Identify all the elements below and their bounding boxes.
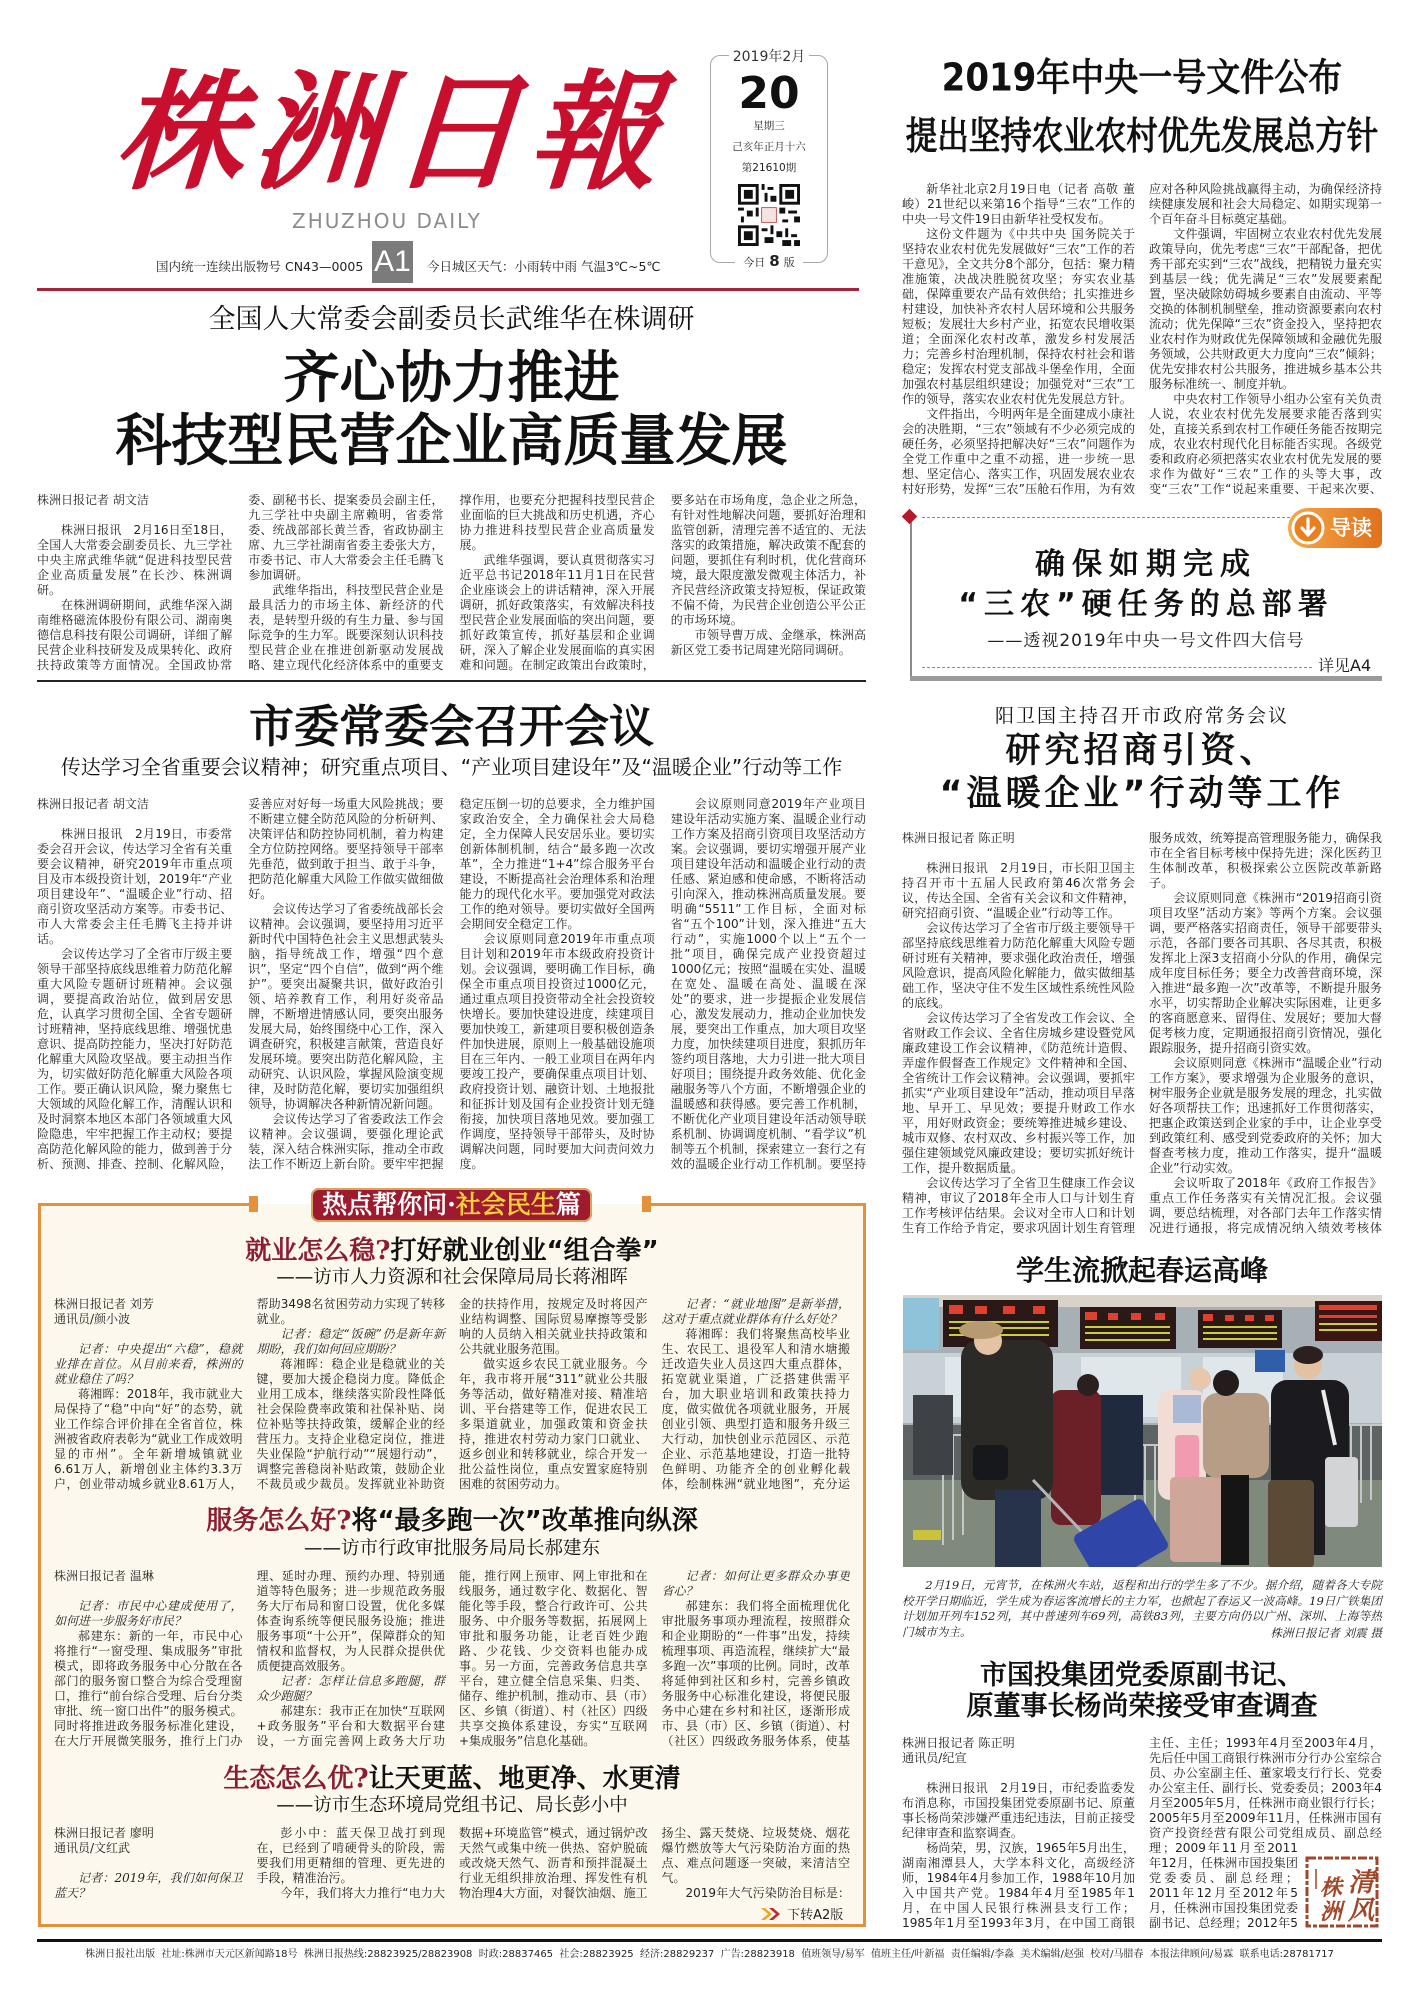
paragraph-continued: 主任、主任；1993年4月至2003年4月，先后任中国工商银行株洲市分行办公室综合员、办公室副主任、董家塅支行行长、党委办公室主任、副行长、党委委员；2003年4月至2005年5月，任株洲市商业银行行长；2005年5月至2009年11月，任株洲市国有资产投资经营有限公司党组成员、副总经理；2009年11月至2011年12月，任株洲市国投集团党委委员、副总经理；2011年12月至2012年5月，任株洲市国投集团党委副书记、总经理；2012年5 [1149, 1736, 1382, 1930]
footer-rule [37, 1939, 1382, 1942]
guide-see-page-link[interactable]: 详见A4 [1318, 656, 1372, 675]
guide-headline-line1: 确保如期完成 [1035, 547, 1257, 582]
paragraph: 会议传达学习了全省卫生健康工作会议精神，审议了2018年全市人口与计划生育工作考核评估结果。会议对全市人口和计划生育工作给予肯定，要求巩固计划生育管理服务成效，统筹提高管理服务能力，确保我市在全省目标考核中保持先进；深化医药卫生体制改革，积极探索公立医院改革新路子。 [902, 831, 1382, 1235]
footer-imprint: 株洲日报社出版 社址:株洲市天元区新闻路18号 株洲日报热线:28823925/28823908 时政:28837465 社会:28823925 经济:28829237 广告:28823918 值班领导/易军 值班主任/叶新福 责任编辑/李淼 美术编辑/赵强 校对/马腊春 本报法律顾问/易霖 联系电话:28781717 [85, 1949, 1334, 1960]
svg-text:风: 风 [1348, 1896, 1375, 1926]
services-subhead: ——访市行政审批服务局局长郝建东 [303, 1538, 600, 1559]
paragraph: 株洲日报讯 2月16日至18日，全国人大常委会副委员长、九三学社中央主席武维华就“促进科技型民营企业高质量发展”在长沙、株洲调研。 [37, 523, 233, 597]
page-number-badge: A1 [372, 241, 413, 283]
paragraph: 杨尚荣，男，汉族，1965年5月出生，湖南湘潭县人，大学本科文化，高级经济师，1984年4月参加工作，1988年10月加入中国共产党。1984年4月至1985年1月，在中国人民银行株洲县支行工作；1985年1月至1993年3月，在中国工商银 [902, 1841, 1135, 1930]
section-divider [37, 680, 866, 682]
paragraph: 会议原则同意2019年市重点项目计划和2019年市本级政府投资计划。会议强调，要明确工作目标，确保全市重点项目投资过1000亿元，通过重点项目投资带动全社会投资较快增长。要加快建设进度，续建项目要加快竣工，新建项目要积极创造条件加快进展，原则上一般基础设施项目在三年内、一般工业项目在两年内要竣工投产，要确保重点项目计划、政府投资计划、融资计划、土地报批和征拆计划及国有企业投资计划无缝衔接，加快项目落地见效。要加强工作调度，坚持领导干部带头，及时协调解决问题，同时要加大问责问效力度。 [459, 932, 655, 1171]
byline: 株洲日报记者 温琳 [54, 1569, 154, 1583]
date-year-month-wrap [711, 46, 827, 66]
photo-person-plaid-coat [1203, 1393, 1269, 1478]
pages-suffix: 版 [780, 256, 799, 269]
guide-tag [1288, 508, 1382, 548]
answer-paragraph: 彭小中：蓝天保卫战打到现在，已经到了啃硬骨头的阶段，需要我们用更精细的管理、更先进的手段，精准治污。 [256, 1826, 445, 1885]
guotou-headline-line2: 原董事长杨尚荣接受审查调查 [966, 1691, 1318, 1722]
answer-paragraph: 蒋湘晖：稳企业是稳就业的关键，要加大援企稳岗力度。降低企业用工成本，继续落实阶段性降低社会保险费率政策和社保补贴、岗位补贴等扶持政策，缓解企业的经营压力。支持企业稳定岗位，推进失业保险“护航行动”“展翅行动”，调整完善稳岗补贴政策，鼓励企业不裁员或少裁员。发挥就业补助资金的扶持作用，按规定及时将因产业结构调整、国际贸易摩擦等受影响的人员纳入相关就业扶持政策和公共就业服务范围。 [256, 1297, 648, 1491]
weather-info: 今日城区天气：小雨转中雨 气温3℃~5℃ [427, 259, 661, 274]
paragraph: 武维华强调，要认真贯彻落实习近平总书记2018年11月1日在民营企业座谈会上的讲话精神，深入开展调研，抓好政策落实，有效解决科技型民营企业发展面临的突出问题，要抓好政策宣传，抓好基层和企业调研，深入了解企业发展面临的真实困难和问题。在制定政策出台政策时，要多站在市场角度，急企业之所急，有针对性地解决问题，要抓好治理和监管创新，清理完善不适宜的、无法落实的政策措施，解决政策不配套的问题，要抓住有利时机，优化营商环境，最大限度激发微观主体活力，补齐民营经济政策支持短板，保证政策不偏不倚，为民营企业创造公平公正的市场环境。 [459, 493, 866, 672]
down-arrow-circle-icon [1291, 511, 1325, 545]
diamond-icon [902, 509, 918, 525]
lead-headline-line2: 科技型民营企业高质量发展 [115, 409, 788, 474]
ecology-question: 生态怎么优? [223, 1764, 369, 1794]
ecology-headline [38, 1764, 866, 1794]
photo-person-head [1189, 1368, 1211, 1390]
paragraph: 会议传达学习了全省市厅级主要领导干部坚持底线思维着力防范化解重大风险专题研讨班有关精神，要求强化政治责任，增强风险意识，提高风险化解能力，做实做细基础工作，坚决守住不发生区域性系统性风险的底线。 [902, 921, 1135, 1010]
employment-subhead: ——访市人力资源和社会保障局局长蒋湘晖 [276, 1267, 628, 1288]
guide-bottom-bar [910, 676, 1382, 681]
photo-credit: 株洲日报记者 刘震 摄 [1270, 1626, 1382, 1640]
photo-poster [903, 1298, 939, 1350]
byline: 通讯员/颜小波 [54, 1312, 131, 1326]
seal-logo [1304, 1855, 1380, 1929]
photo-person-hair [1213, 1370, 1239, 1396]
reporter-question: 记者：中央提出“六稳”，稳就业排在首位。从目前来看，株洲的就业稳住了吗？ [54, 1342, 243, 1386]
photo-person-head [1077, 1374, 1099, 1396]
byline: 株洲日报记者 刘芳 [54, 1297, 154, 1311]
answer-paragraph: 今年，我们将大力推行“电力大数据+环境监管”模式，通过锅炉改天然气或集中统一供热、窑炉脱硫或改烧天然气、沥青和预拌混凝土行业无组织排放治理、挥发性有机物治理4大方面，对餐饮油烟、施工扬尘、露天焚烧、垃圾焚烧、烟花爆竹燃放等大气污染防治方面的热点、难点问题逐一突破，来清洁空气。 [280, 1826, 850, 1900]
photo-caption: 2月19日，元宵节，在株洲火车站，返程和出行的学生多了不少。据介绍，随着各大专院校开学日期临近，学生成为春运客流增长的主力军，也掀起了春运又一波高峰。19日广铁集团计划加开列车152列，其中普速列车69列，高铁83列，主要方向仍以广州、深圳、上海等热门城市为主。 [902, 1578, 1382, 1639]
paragraph: 会议原则同意2019年产业项目建设年活动实施方案、温暖企业行动工作方案及招商引资项目攻坚活动方案。会议强调，要切实增强开展产业项目建设年活动和温暖企业行动的责任感、紧迫感和使命感，不断将活动引向深入，推动株洲高质量发展。要明确“5511”工作目标，全面对标省“五个100”计划，深入推进“五大行动”，实施1000个以上“五个一批”项目，确保完成产业投资超过1000亿元；按照“温暖在实处、温暖在宽处、温暖在高处、温暖在深处”的要求，进一步提振企业发展信心，激发发展动力，推动企业加快发展，要突出工作重点，加大项目攻坚力度，加快续建项目进度，狠抓历年签约项目落地，大力引进一批大项目好项目；围绕提升政务效能、优化金融服务等八个方面，不断增强企业的温暖感和获得感。要完善工作机制，不断优化产业项目建设年活动领导联系机制、协调调度机制、“看学议”机制等五个机制，探索建立一套行之有效的温暖企业行动工作机制。要坚持 [670, 797, 866, 1171]
frame-top-line-left [38, 1203, 252, 1206]
svg-text:株: 株 [1320, 1875, 1343, 1901]
byline: 通讯员/文红武 [54, 1841, 131, 1855]
paragraph: 市领导曹万成、金继承，株洲高新区党工委书记周建光陪同调研。 [670, 628, 866, 657]
photo-person-walker-cap [959, 1321, 1003, 1339]
photo-person-background [913, 1395, 953, 1475]
guotou-column-1 [902, 1736, 1135, 1931]
mayor-headline-line2: “温暖企业”行动等工作 [939, 774, 1345, 814]
answer-paragraph: 做实返乡农民工就业服务。今年，我市将开展“311”就业公共服务等活动，做好精准对接、精准培训、平台搭建等工作，促进农民工多渠道就业，加强政策和资金扶持，推进农村劳动力家门口就业、返乡创业和转移就业，综合开发一批公益性岗位，重点安置家庭特别困难的贫困劳动力。 [459, 1357, 648, 1491]
paragraph: 株洲日报讯 2月19日，市纪委监委发布消息称，市国投集团党委原副书记、原董事长杨尚荣涉嫌严重违纪违法，目前正接受纪律审查和监察调查。 [902, 1781, 1135, 1840]
pages-prefix: 今日 [739, 256, 769, 269]
paragraph: 文件指出，今明两年是全面建成小康社会的决胜期，“三农”领域有不少必须完成的硬任务，必须坚持把解决好“三农”问题作为全党工作重中之重不动摇，进一步统一思想、坚定信心、落实工作，巩固发展农业农村好形势，发挥“三农”压舱石作用，为有效应对各种风险挑战赢得主动，为确保经济持续健康发展和社会大局稳定、如期实现第一个百年奋斗目标奠定基础。 [902, 182, 1382, 496]
guide-headline-line2: “三农”硬任务的总部署 [958, 587, 1334, 622]
paragraph: 中央农村工作领导小组办公室有关负责人说，农业农村优先发展要求能否落到实处，直接关系到农村工作硬任务能否按期完成，农业农村现代化目标能否实现。各级党委和政府必须把落实农业农村优先发展的要求作为做好“三农”工作的头等大事，改变“三农”工作“说起来重要、干起来次要、 [1149, 392, 1382, 496]
banner-prefix: 热点帮你问· [322, 1190, 456, 1219]
byline: 通讯员/纪宣 [902, 1751, 967, 1765]
committee-subhead: 传达学习全省重要会议精神；研究重点项目、“产业项目建设年”及“温暖企业”行动等工作 [60, 755, 843, 779]
mayor-article-body [902, 831, 1382, 1236]
photo-person-hoodie [1173, 1395, 1201, 1423]
qr-code[interactable] [738, 184, 800, 246]
committee-article-body [37, 797, 866, 1174]
services-question: 服务怎么好? [206, 1506, 352, 1536]
reporter-question: 记者：怎样让信息多跑腿，群众少跑腿？ [256, 1674, 445, 1703]
photo-person-background [1098, 1395, 1143, 1495]
lead-headline-line1: 齐心协力推进 [283, 346, 620, 411]
answer-paragraph: 蒋湘晖：2018年，我市就业大局保持了“稳”中向“好”的态势，就业工作综合评价排在全省首位，株洲被省政府表彰为“就业工作成效明显的市州”。全年新增城镇就业6.61万人，新增创业主体约3.3万户，创业带动城乡就业8.61万人，帮助3498名贫困劳动力实现了转移就业。 [54, 1297, 445, 1491]
byline: 株洲日报记者 胡文洁 [37, 797, 149, 811]
lead-article-body [37, 493, 866, 675]
masthead-logo: 株洲日報 [110, 58, 674, 208]
publication-number: 国内统一连续出版物号 CN43—0005 [156, 259, 364, 274]
svg-text:清: 清 [1348, 1868, 1375, 1898]
guide-subhead: ——透视2019年中央一号文件四大信号 [987, 631, 1305, 651]
photo-service-sign [1255, 1350, 1285, 1372]
lunar-date: 己亥年正月十六 [732, 141, 806, 153]
guide-box[interactable] [910, 517, 1382, 682]
masthead-rule [37, 288, 859, 291]
ecology-title: 让天更蓝、地更净、水更清 [368, 1764, 681, 1794]
employment-question: 就业怎么稳? [245, 1236, 391, 1266]
seal-logo-wrap [1304, 1855, 1382, 1929]
feature-banner [311, 1188, 592, 1222]
paragraph: 株洲日报讯 2月19日，市委常委会召开会议，传达学习全省有关重要会议精神，研究2019年市重点项目及市本级投资计划，2019年“产业项目建设年”、“温暖企业”行动、招商引资攻坚活动方案等。市委书记、市人大常委会主任毛腾飞主持并讲话。 [37, 827, 233, 946]
pages-count: 8 [769, 252, 780, 270]
paragraph: 会议听取了2018年《政府工作报告》重点工作任务落实有关情况汇报。会议强调，要总结梳理，对各部门去年工作落实情况进行通报，将完成情况纳入绩效考核体 [1149, 1176, 1382, 1235]
reporter-question: 记者：市民中心建成使用了，如何进一步服务好市民？ [54, 1599, 243, 1628]
photo-person-legs [1221, 1475, 1249, 1565]
reporter-question: 记者：“就业地图”是新举措，这对于重点就业群体有什么好处？ [661, 1297, 850, 1326]
central-doc-article-body [902, 182, 1382, 498]
photo-person-walker-pants [995, 1490, 1041, 1567]
paragraph: 株洲日报讯 2月19日，市长阳卫国主持召开市十五届人民政府第46次常务会议，传达全国、全省有关会议和文件精神，研究招商引资、“温暖企业”行动等工作。 [902, 861, 1135, 920]
byline: 株洲日报记者 胡文洁 [37, 493, 149, 507]
guotou-headline-line1: 市国投集团党委原副书记、 [980, 1660, 1304, 1691]
paragraph: 会议传达学习了省委政法工作会议精神。会议强调，要强化理论武装，深入结合株洲实际，推动全市政法工作不断迈上新台阶。要牢牢把握稳定压倒一切的总要求，全力维护国家政治安全，全力确保社会大局稳定，全力保障人民安居乐业。要切实创新体制机制，结合“最多跑一次改革”，全力推进“1+4”综合服务平台建设，不断提高社会治理体系和治理能力的现代化水平。要加强党对政法工作的绝对领导。要切实做好全国两会期间安全稳定工作。 [248, 797, 655, 1171]
paragraph: 文件强调，牢固树立农业农村优先发展政策导向，优先考虑“三农”干部配备，把优秀干部充实到“三农”战线，把精锐力量充实到基层一线；优先满足“三农”发展要素配置，坚决破除妨碍城乡要素自由流动、平等交换的体制机制壁垒，推动资源要素向农村流动；优先保障“三农”资金投入，坚持把农业农村作为财政优先保障领域和金融优先服务领域，公共财政更大力度向“三农”倾斜；优先安排农村公共服务，推进城乡基本公共服务标准统一、制度并轨。 [1149, 227, 1382, 391]
reporter-question: 记者：如何让更多群众办事更省心？ [661, 1569, 850, 1598]
svg-text:洲: 洲 [1320, 1899, 1343, 1925]
photo-person-hair [1293, 1346, 1323, 1364]
photo-brown-suitcase [1268, 1480, 1314, 1567]
guotou-column-2 [1149, 1736, 1382, 1931]
reporter-question: 记者：稳定“饭碗”仍是新年新期盼，我们如何回应期盼？ [256, 1327, 445, 1356]
employment-article-body [54, 1297, 850, 1492]
paragraph: 武维华指出，科技型民营企业是最具活力的市场主体、新经济的代表，是转型升级的有生力量、参与国际竞争的生力军。既要深刻认识科技型民营企业在推进创新驱动发展战略、建立现代化经济体系中的重要支撑作用，也要充分把握科技型民营企业面临的巨大挑战和历史机遇，齐心协力推进科技型民营企业高质量发展。 [248, 493, 655, 672]
masthead-english-name: ZHUZHOU DAILY [292, 209, 482, 233]
paragraph: 新华社北京2月19日电（记者 高敬 董峻）21世纪以来第16个指导“三农”工作的中央一号文件19日由新华社受权发布。 [902, 182, 1135, 226]
answer-paragraph: 2019年大气污染防治目标是： [685, 1886, 850, 1900]
banner-highlight: 社会民生 [455, 1190, 556, 1219]
services-title: 将“最多跑一次”改革推向纵深 [351, 1506, 698, 1536]
lead-kicker: 全国人大常委会副委员长武维华在株调研 [208, 304, 695, 335]
photo-person-maroon-jacket [1051, 1390, 1101, 1525]
employment-headline [38, 1236, 866, 1266]
committee-headline: 市委常委会召开会议 [248, 700, 654, 753]
mayor-kicker: 阳卫国主持召开市政府常务会议 [994, 705, 1289, 727]
photo-person-walker-bag [973, 1445, 1008, 1480]
weekday: 星期三 [753, 120, 785, 132]
banner-suffix: 篇 [555, 1190, 581, 1219]
date-day: 20 [738, 68, 800, 119]
central-doc-headline-line2: 提出坚持农业农村优先发展总方针 [905, 115, 1379, 159]
paragraph: 会议传达学习了全省市厅级主要领导干部坚持底线思维着力防范化解重大风险专题研讨班精神。会议强调，要提高政治站位，做到居安思危，认真学习贯彻全国、全省专题研讨班精神，坚持底线思维、增强忧患意识、提高防控能力，坚决打好防范化解重大风险攻坚战。要主动担当作为，切实做好防范化解重大风险各项工作。要正确认识风险，聚力聚焦七大领域的风险化解工作，清醒认识和及时洞察本地区本部门各领域重大风险隐患，牢牢把握工作主动权；要提高防范化解风险的能力，做到善于分析、预测、排查、控制、化解风险，妥善应对好每一场重大风险挑战；要不断建立健全防范风险的分析研判、决策评估和防控协同机制，着力构建全方位防控网络。要坚持领导干部率先垂范，做到敢于担当、敢于斗争，把防范化解重大风险工作做实做细做好。 [37, 797, 444, 1171]
news-photo-train-station[interactable] [903, 1295, 1382, 1567]
photo-pink-suitcase [1170, 1477, 1225, 1562]
mayor-headline-line1: 研究招商引资、 [1005, 731, 1279, 771]
pages-today [711, 252, 827, 270]
frame-cap-left [249, 1196, 258, 1212]
double-chevron-right-icon [760, 1907, 782, 1921]
photo-silver-suitcase [1325, 1457, 1358, 1527]
date-box [710, 49, 828, 270]
paragraph: 会议传达学习了省委统战部长会议精神。会议强调，要坚持用习近平新时代中国特色社会主义思想武装头脑，指导统战工作，增强“四个意识”，坚定“四个自信”，做到“两个维护”。要突出凝聚共识，做好政治引领、培养教育工作，利用好炎帝品牌，不断增进情感认同，要突出服务发展大局，始终围绕中心工作，深入调查研究，积极建言献策，营造良好发展环境。要突出防范化解风险，主动研究、认识风险，掌握风险演变规律，及时防范化解，要切实加强组织领导，协调解决各种新情况新问题。 [248, 902, 444, 1111]
paragraph: 会议传达学习了全省发改工作会议、全省财政工作会议、全省住房城乡建设暨党风廉政建设工作会议精神，《防范统计造假、弄虚作假督查工作规定》文件精神和全国、全省统计工作会议精神。会议强调，要抓牢抓实“产业项目建设年”活动，推动项目早落地、早开工、早见效；要提升财政工作水平，用好财政资金；要统筹推进城乡建设、城市双修、农村双改、乡村振兴等工作，加强住建领域党风廉政建设；要切实抓好统计工作，提升数据质量。 [902, 1011, 1135, 1175]
services-article-body [54, 1569, 850, 1750]
employment-title: 打好就业创业“组合拳” [390, 1236, 659, 1266]
answer-paragraph: 郝建东：我们将全面梳理优化审批服务事项办理流程，按照群众和企业期盼的“一件事”出发，持续梳理事项、再造流程，继续扩大“最多跑一次”事项的比例。同时，改革将延伸到社区和乡村，完善乡镇政务服务中心标准化建设，将便民服务中心建在乡村和社区，逐渐形成市、县（市）区、乡镇（街道）、村（社区）四级政务服务体系，使基 [661, 1599, 850, 1748]
answer-paragraph: 郝建东：我市正在加快“互联网+政务服务”平台和大数据平台建设，一方面完善网上政务大厅功能，推行网上预审、网上审批和在线服务，通过数字化、数据化、智能化等手段，整合行政许可、公共服务、中介服务等数据，拓展网上审批和服务功能，让老百姓少跑路、少花钱、少交资料也能办成事。另一方面，完善政务信息共享平台，建立健全信息采集、归类、储存、维护机制，推动市、县（市）区、乡镇（街道）、村（社区）四级共享交换体系建设，夯实“互联网+集成服务”信息化基础。 [256, 1569, 648, 1748]
guide-top-dashed-line [922, 517, 1290, 518]
frame-top-line-right [650, 1203, 866, 1206]
services-headline [38, 1506, 866, 1536]
photo-title: 学生流掀起春运高峰 [1015, 1254, 1268, 1287]
issue-number: 第21610期 [741, 162, 797, 174]
reporter-question: 记者：2019年，我们如何保卫蓝天？ [54, 1871, 243, 1900]
paragraph: 会议原则同意《株洲市“2019招商引资项目攻坚”活动方案》等两个方案。会议强调，要严格落实招商责任，领导干部要带头示范，各部门要各司其职、各尽其责，积极发挥北上深3支招商小分队的作用，确保完成年度目标任务；要全力改善营商环境，深入推进“最多跑一次”改革等，不断提升服务水平，切实帮助企业解决实际困难，让更多的客商愿意来、留得住、发展好；要加大督促考核力度，定期通报招商引资情况，强化跟踪服务，提升招商引资实效。 [1149, 891, 1382, 1055]
ecology-article-body [54, 1826, 850, 1902]
photo-floor-mark [913, 1530, 941, 1540]
paragraph: 这份文件题为《中共中央 国务院关于坚持农业农村优先发展做好“三农”工作的若干意见》，全文共分8个部分，包括：聚力精准施策，决战决胜脱贫攻坚；夯实农业基础，保障重要农产品有效供给；扎实推进乡村建设，加快补齐农村人居环境和公共服务短板；发展壮大乡村产业，拓宽农民增收渠道；全面深化农村改革，激发乡村发展活力；完善乡村治理机制，保持农村社会和谐稳定；发挥农村党支部战斗堡垒作用，全面加强农村基层组织建设；加强党对“三农”工作的领导，落实农业农村优先发展总方针。 [902, 227, 1135, 406]
guide-bottom-dashed-line [922, 667, 1312, 668]
paragraph: 在株洲调研期间，武维华深入湖南维格磁流体股份有限公司、湖南奥德信息科技有限公司调研，详细了解民营企业科技研发及成果转化、政府扶持政策等方面情况。全国政协常委、副秘书长、提案委员会副主任，九三学社中央副主席赖明，省委常委、统战部部长黄兰香，省政协副主席、九三学社湖南省委主委张大方，市委书记、市人大常委会主任毛腾飞参加调研。 [37, 493, 444, 672]
byline: 株洲日报记者 陈正明 [902, 831, 1015, 845]
date-year-month: 2019年2月 [729, 49, 810, 65]
answer-paragraph: 郝建东：新的一年，市民中心将推行“一窗受理、集成服务”审批模式，即将政务服务中心分散在各部门的服务窗口整合为综合受理窗口，推行“前台综合受理、后台分类审批、统一窗口出件”的服务模式。同时将推进政务服务标准化建设，在大厅开展微笑服务，推行上门办理、延时办理、预约办理、特别通道等特色服务；进一步规范政务服务大厅布局和窗口设置，优化多媒体查询系统等便民服务设施；推进服务事项“十公开”，保障群众的知情权和监督权，为人民群众提供优质便捷高效服务。 [54, 1569, 445, 1748]
byline: 株洲日报记者 廖明 [54, 1826, 154, 1840]
photo-pink-bag [1175, 1435, 1199, 1480]
continued-link[interactable] [760, 1903, 843, 1921]
ecology-subhead: ——访市生态环境局党组书记、局长彭小中 [276, 1795, 628, 1816]
byline: 株洲日报记者 陈正明 [902, 1736, 1015, 1750]
answer-paragraph: 蒋湘晖：我们将聚焦高校毕业生、农民工、退役军人和清水塘搬迁改造失业人员这四大重点群体，拓宽就业渠道，广泛搭建供需平台，加大职业培训和政策扶持力度，做实做优各项就业服务，开展创业引领、典型打造和服务升级三大行动，加快创业示范园区、示范企业、示范基地建设，打造一批特色鲜明、功能齐全的创业孵化载体，绘制株洲“就业地图”，充分运 [661, 1327, 850, 1491]
continued-label: 下转A2版 [787, 1908, 844, 1923]
guide-tag-label: 导读 [1330, 516, 1372, 540]
paragraph: 会议原则同意《株洲市“温暖企业”行动工作方案》，要求增强为企业服务的意识，树牢服务企业就是服务发展的理念，扎实做好各项帮扶工作；迅速抓好工作贯彻落实，把惠企政策送到企业家的手中，让企业享受到政策红利、感受到党委政府的关怀；加大督查考核力度，推动工作落实，提升“温暖企业”行动实效。 [1149, 1056, 1382, 1175]
central-doc-headline-line1: 2019年中央一号文件公布 [941, 56, 1343, 101]
